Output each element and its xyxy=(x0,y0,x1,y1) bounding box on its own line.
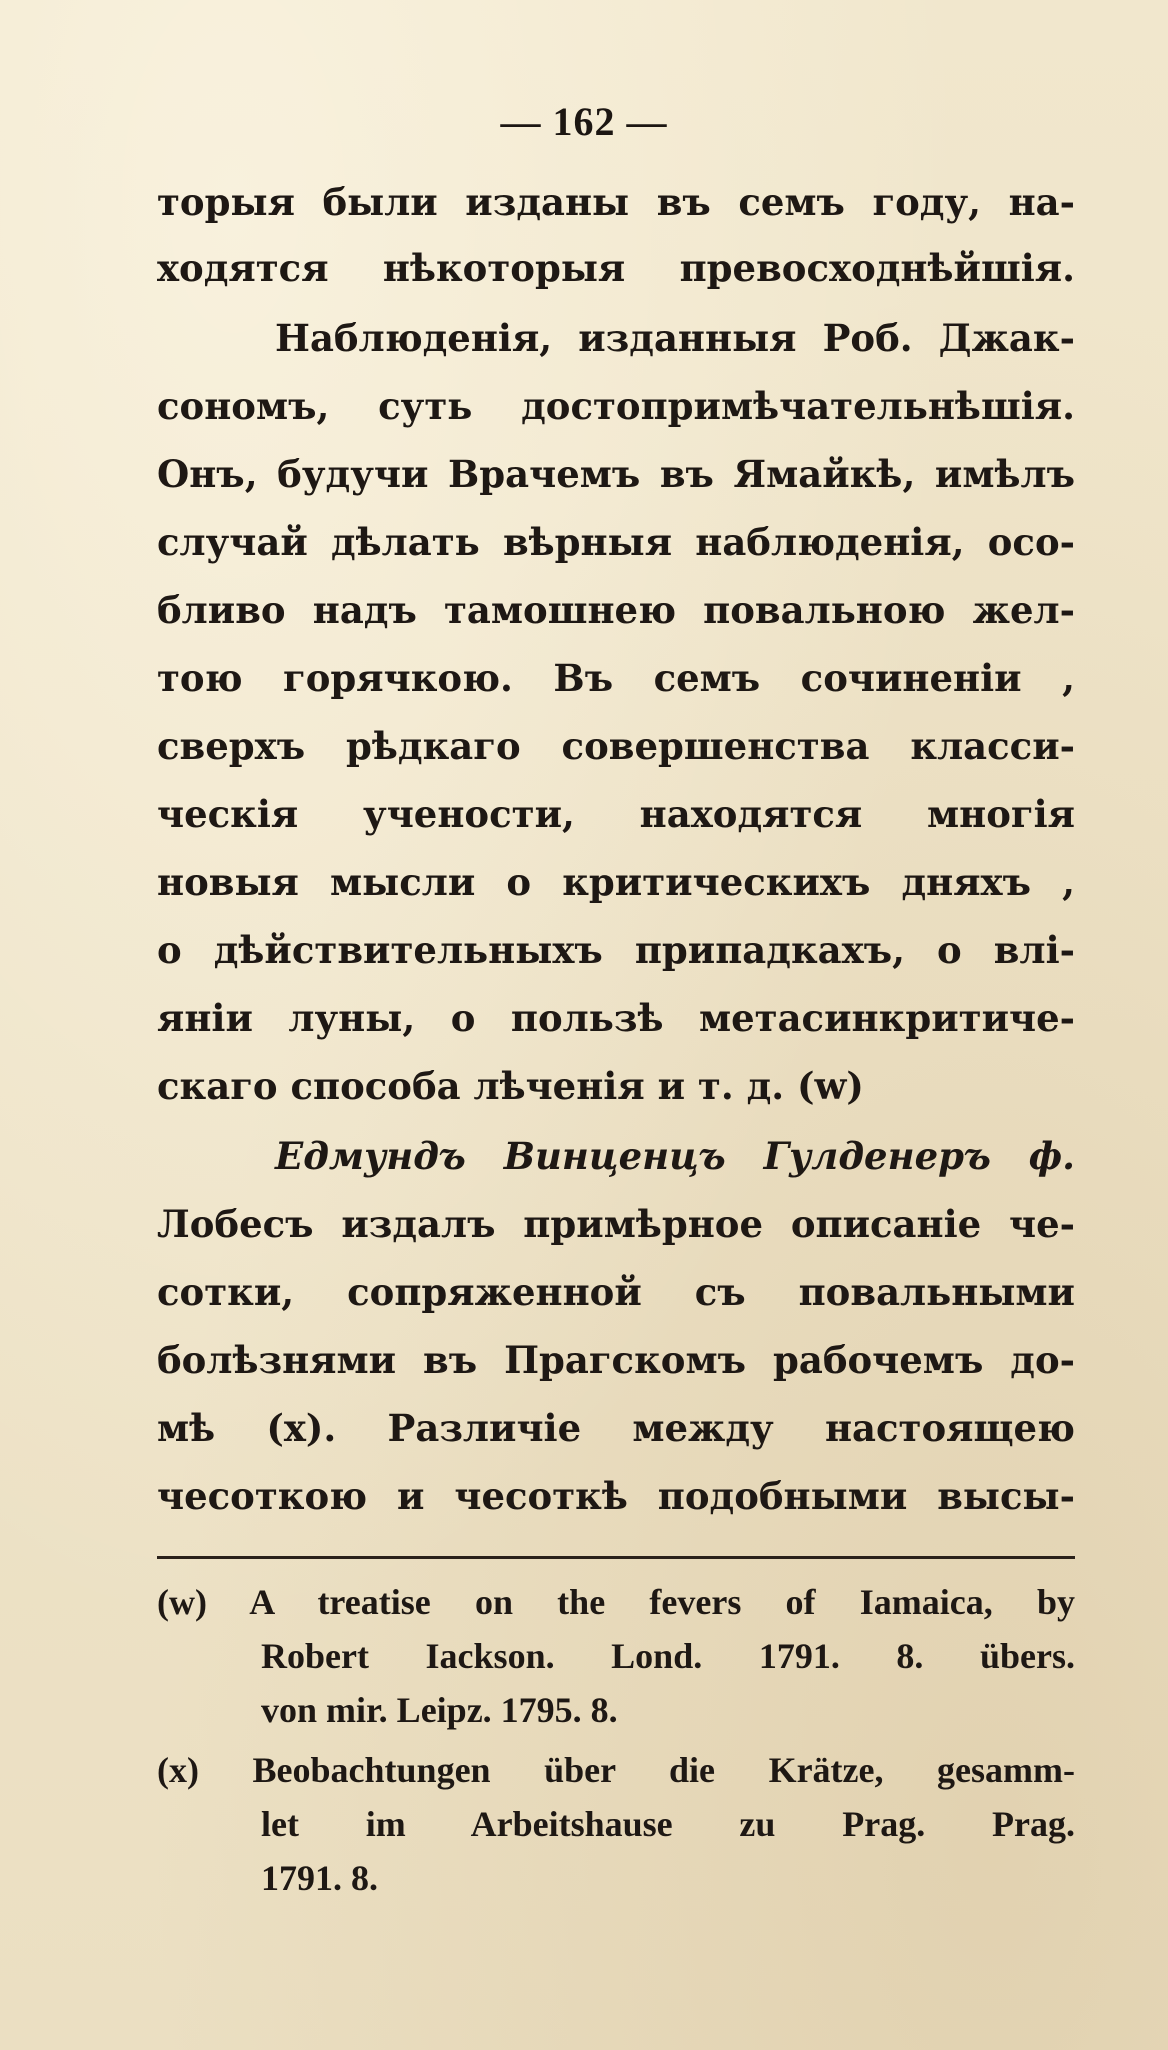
footnote-w-line: (w) A treatise on the fevers of Iamaica, by xyxy=(157,1582,1075,1622)
footnote-x-line: (x) Beobachtungen über die Krätze, gesamm- xyxy=(157,1750,1075,1790)
footnote-rule xyxy=(157,1556,1075,1559)
body-line: болѣзнями въ Прагскомъ рабочемъ до- xyxy=(157,1338,1075,1382)
body-line: о дѣйствительныхъ припадкахъ, о влі- xyxy=(157,928,1075,972)
body-line: сономъ, суть достопримѣчательнѣшія. xyxy=(157,384,1075,428)
footnote-x-line: 1791. 8. xyxy=(261,1858,378,1898)
body-line: Онъ, будучи Врачемъ въ Ямайкѣ, имѣлъ xyxy=(157,452,1075,496)
body-line: скаго способа лѣченія и т. д. (w) xyxy=(157,1064,864,1108)
body-line: Наблюденія, изданныя Роб. Джак- xyxy=(275,316,1075,360)
footnote-w-line: Robert Iackson. Lond. 1791. 8. übers. xyxy=(261,1636,1075,1676)
body-line: ческія учености, находятся многія xyxy=(157,792,1075,836)
body-line: торыя были изданы въ семъ году, на- xyxy=(157,180,1075,224)
body-line: яніи луны, о пользѣ метасинкритиче- xyxy=(157,996,1075,1040)
body-line: ходятся нѣкоторыя превосходнѣйшія. xyxy=(157,246,1075,290)
body-line: новыя мысли о критическихъ дняхъ , xyxy=(157,860,1075,904)
body-line: тою горячкою. Въ семъ сочиненіи , xyxy=(157,656,1075,700)
body-line: бливо надъ тамошнею повальною жел- xyxy=(157,588,1075,632)
body-line: сотки, сопряженной съ повальными xyxy=(157,1270,1075,1314)
body-line: чесоткою и чесоткѣ подобными высы- xyxy=(157,1474,1075,1518)
body-line: Едмундъ Винценцъ Гулденеръ ф. xyxy=(275,1134,1075,1178)
footnote-w-line: von mir. Leipz. 1795. 8. xyxy=(261,1690,618,1730)
body-line: случай дѣлать вѣрныя наблюденія, осо- xyxy=(157,520,1075,564)
body-line: Лобесъ издалъ примѣрное описаніе че- xyxy=(157,1202,1075,1246)
body-line: сверхъ рѣдкаго совершенства класси- xyxy=(157,724,1075,768)
body-line: мѣ (x). Различіе между настоящею xyxy=(157,1406,1075,1450)
page-number: — 162 — xyxy=(500,99,668,144)
footnote-x-line: let im Arbeitshause zu Prag. Prag. xyxy=(261,1804,1075,1844)
